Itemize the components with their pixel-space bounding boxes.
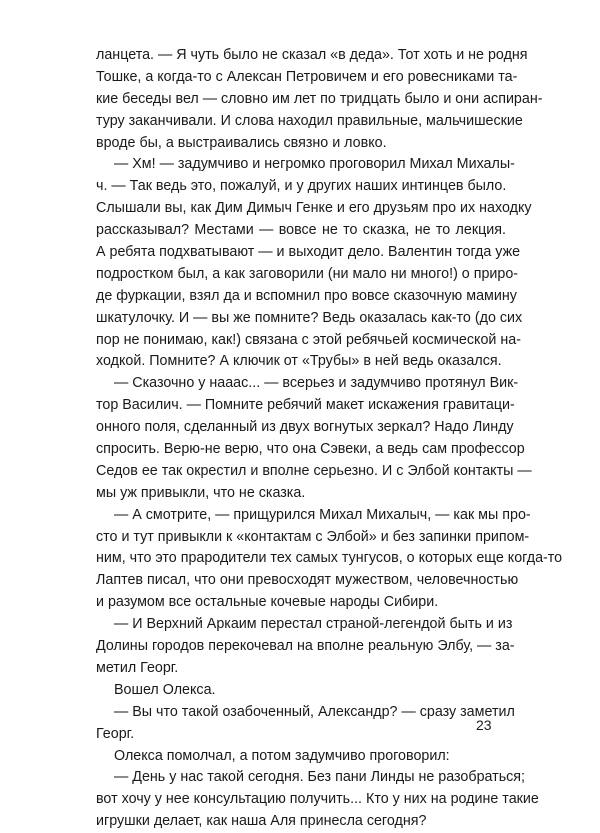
text-line: Седов ее так окрестил и вполне серьезно. И с Элбой контакты — [96, 462, 532, 479]
text-line: рассказывал? Местами — вовсе не то сказка, не то лекция. [96, 222, 506, 239]
text-line: А ребята подхватывают — и выходит дело. Валентин тогда уже [96, 244, 521, 261]
text-line: мы уж привыкли, что не сказка. [96, 484, 306, 501]
text-line: ч. — Так ведь это, пожалуй, и у других наших интинцев было. [96, 178, 507, 195]
text-line: Олекса помолчал, а потом задумчиво проговорил: [114, 747, 450, 764]
text-line: и разумом все остальные кочевые народы Сибири. [96, 594, 439, 611]
page-number: 23 [476, 717, 492, 733]
text-line: ходкой. Помните? А ключик от «Трубы» в ней ведь оказался. [96, 353, 502, 370]
text-line: ним, что это прародители тех самых тунгусов, о которых еще когда-то [96, 550, 563, 567]
text-line: метил Георг. [96, 659, 179, 676]
text-line: вроде бы, а выстраивались связно и ловко. [96, 134, 387, 151]
text-line: — Хм! — задумчиво и негромко проговорил Михал Михалы- [114, 156, 515, 173]
text-line: — Сказочно у нааас... — всерьез и задумчиво протянул Вик- [114, 375, 519, 392]
text-line: онного поля, сделанный из двух вогнутых зеркал? Надо Линду [96, 419, 514, 436]
text-line: — День у нас такой сегодня. Без пани Линды не разобраться; [114, 769, 526, 786]
text-line: Долины городов перекочевал на вполне реальную Элбу, — за- [96, 638, 515, 655]
text-line: — А смотрите, — прищурился Михал Михалыч, — как мы про- [114, 506, 531, 523]
text-line: Георг. [96, 725, 135, 742]
text-line: сто и тут привыкли к «контактам с Элбой» и без запинки припом- [96, 528, 530, 545]
text-line: кие беседы вел — словно им лет по тридцать было и они аспиран- [96, 90, 543, 107]
text-line: пор не понимаю, как!) связана с этой ребячьей космической на- [96, 331, 521, 348]
text-line: спросить. Верю-не верю, что она Сэвеки, а ведь сам профессор [96, 441, 525, 458]
text-line: ланцета. — Я чуть было не сказал «в деда». Тот хоть и не родня [96, 47, 528, 63]
text-line: — И Верхний Аркаим перестал страной-легендой быть и из [114, 616, 513, 633]
text-block [96, 45, 563, 833]
text-line: Тошке, а когда-то с Алексан Петровичем и его ровесниками та- [96, 68, 518, 85]
text-line: тор Василич. — Помните ребячий макет искажения гравитаци- [96, 397, 515, 414]
text-line: Вошел Олекса. [114, 681, 216, 698]
text-line: де фуркации, взял да и вспомнил про вовсе сказочную мамину [96, 287, 517, 304]
text-line: Лаптев писал, что они превосходят мужеством, человечностью [96, 572, 519, 589]
text-line: — Вы что такой озабоченный, Александр? — сразу заметил [114, 703, 515, 720]
text-line: туру заканчивали. И слова находил правильные, мальчишеские [96, 112, 523, 129]
text-line: игрушки делает, как наша Аля принесла сегодня? [96, 813, 427, 830]
text-line: вот хочу у нее консультацию получить... Кто у них на родине такие [96, 791, 539, 808]
text-line: Слышали вы, как Дим Димыч Генке и его друзьям про их находку [96, 200, 532, 217]
text-line: шкатулочку. И — вы же помните? Ведь оказалась как-то (до сих [96, 309, 523, 326]
text-line: подростком был, а как заговорили (ни мало ни много!) о приро- [96, 265, 519, 282]
